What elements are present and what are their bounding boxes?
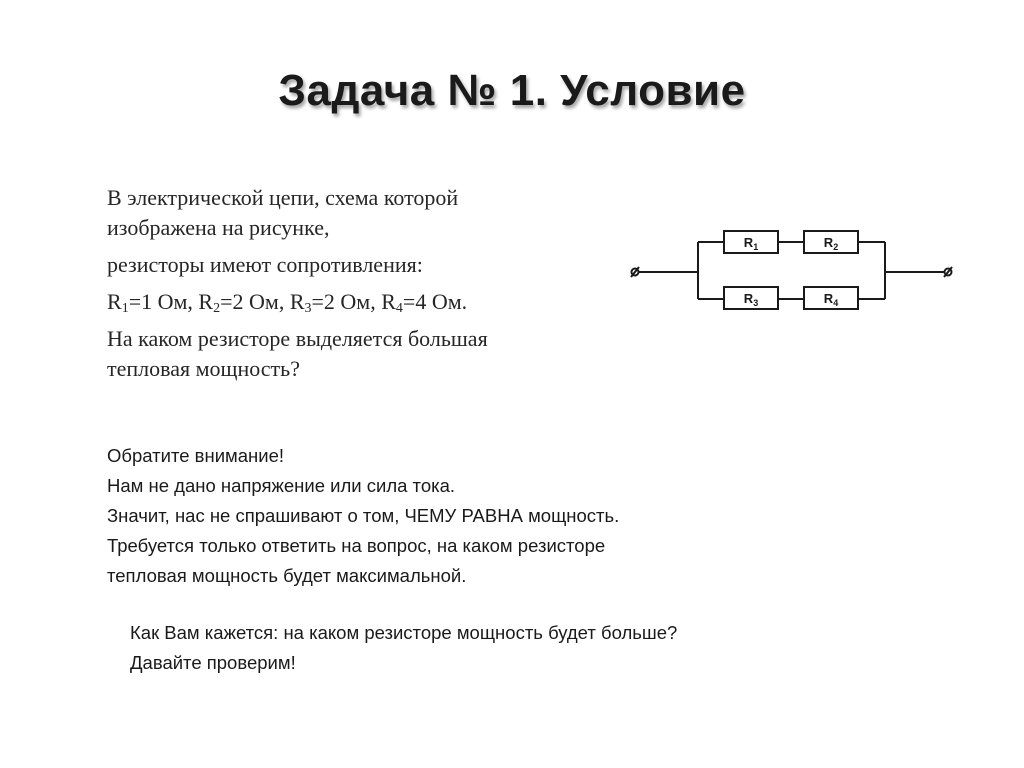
resistance-values: $R_1=1$ Ом, $R_2=2$ Ом, $R_3=2$ Ом, $R_4=4$ Ом. xyxy=(107,289,468,316)
note-line-1: Обратите внимание! xyxy=(107,445,285,466)
resistor-r4-label: $R_4$ xyxy=(823,291,839,308)
slide-title: Задача № 1. Условие xyxy=(278,66,746,115)
condition-line-1: В электрической цепи, схема которой xyxy=(107,185,459,210)
question-line-2: Давайте проверим! xyxy=(130,652,296,673)
resistance-r2: $R_2=2$ Ом xyxy=(198,289,279,316)
condition-question-line-1: На каком резисторе выделяется большая xyxy=(107,326,488,351)
resistance-r1: $R_1=1$ Ом xyxy=(107,289,188,316)
resistance-r3: $R_3=2$ Ом xyxy=(289,289,371,316)
condition-line-3: резисторы имеют сопротивления: xyxy=(107,252,423,277)
note-line-4: Требуется только ответить на вопрос, на каком резисторе xyxy=(107,535,606,556)
note-line-3: Значит, нас не спрашивают о том, ЧЕМУ РАВНА мощность. xyxy=(107,505,620,526)
attention-note xyxy=(107,441,807,591)
note-line-5: тепловая мощность будет максимальной. xyxy=(107,565,467,586)
resistor-r3-label: $R_3$ xyxy=(743,291,759,308)
condition-line-2: изображена на рисунке, xyxy=(107,215,330,240)
resistance-r4: $R_4=4$ Ом xyxy=(381,289,462,316)
problem-condition xyxy=(107,183,612,384)
closing-question xyxy=(130,618,890,678)
question-line-1: Как Вам кажется: на каком резисторе мощность будет больше? xyxy=(130,622,678,643)
condition-question-line-2: тепловая мощность? xyxy=(107,356,300,381)
note-line-2: Нам не дано напряжение или сила тока. xyxy=(107,475,456,496)
resistor-r1-label: $R_1$ xyxy=(743,235,759,252)
circuit-diagram xyxy=(620,220,965,320)
resistor-r2-label: $R_2$ xyxy=(823,235,839,252)
